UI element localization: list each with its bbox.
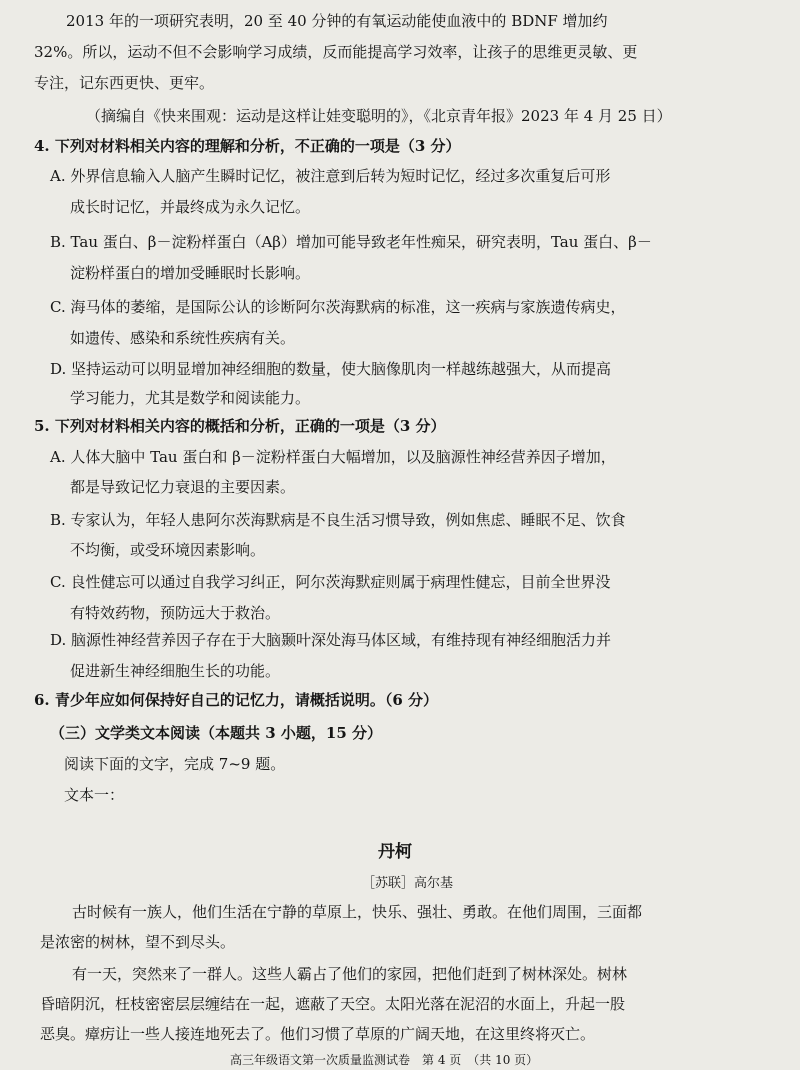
q5-option-d-line-2: 促进新生神经细胞生长的功能。 <box>70 662 281 680</box>
intro-line-2: 32%。所以，运动不但不会影响学习成绩，反而能提高学习效率，让孩子的思维更灵敏、更 <box>34 43 638 61</box>
q5-option-b-line-2: 不均衡，或受环境因素影响。 <box>70 541 266 559</box>
story-p1-line-1: 古时候有一族人，他们生活在宁静的草原上，快乐、强壮、勇敢。在他们周围，三面都 <box>72 903 643 921</box>
q4-option-b-line-2: 淀粉样蛋白的增加受睡眠时长影响。 <box>70 264 311 282</box>
text-one-label: 文本一： <box>64 786 125 804</box>
story-p2-line-1: 有一天，突然来了一群人。这些人霸占了他们的家园，把他们赶到了树林深处。树林 <box>72 965 628 983</box>
q5-option-a-line-2: 都是导致记忆力衰退的主要因素。 <box>70 478 296 496</box>
q5-option-b-line-1: B. 专家认为，年轻人患阿尔茨海默病是不良生活习惯导致，例如焦虑、睡眠不足、饮食 <box>50 511 626 529</box>
story-author: ［苏联］高尔基 <box>362 876 454 891</box>
q5-option-d-line-1: D. 脑源性神经营养因子存在于大脑颞叶深处海马体区域，有维持现有神经细胞活力并 <box>50 631 612 649</box>
question-6-stem: 6. 青少年应如何保持好自己的记忆力，请概括说明。（6 分） <box>34 691 439 709</box>
section-3-heading: （三）文学类文本阅读（本题共 3 小题，15 分） <box>50 724 382 742</box>
story-p2-line-3: 恶臭。瘴疠让一些人接连地死去了。他们习惯了草原的广阔天地，在这里终将灭亡。 <box>40 1025 596 1043</box>
story-p2-line-2: 昏暗阴沉，枉枝密密层层缠结在一起，遮蔽了天空。太阳光落在泥沼的水面上，升起一股 <box>40 995 626 1013</box>
question-5-stem: 5. 下列对材料相关内容的概括和分析，正确的一项是（3 分） <box>34 417 446 435</box>
section-3-instruction: 阅读下面的文字，完成 7~9 题。 <box>64 755 286 773</box>
q4-option-b-line-1: B. Tau 蛋白、β－淀粉样蛋白（Aβ）增加可能导致老年性痴呆，研究表明，Tau 蛋白、β－ <box>50 233 652 251</box>
source-citation: （摘编自《快来围观：运动是这样让娃变聪明的》，《北京青年报》2023 年 4 月 25 日） <box>86 107 672 125</box>
story-title: 丹柯 <box>378 842 412 862</box>
page-footer: 高三年级语文第一次质量监测试卷 第 4 页 （共 10 页） <box>230 1053 539 1067</box>
q5-option-a-line-1: A. 人体大脑中 Tau 蛋白和 β－淀粉样蛋白大幅增加，以及脑源性神经营养因子增加， <box>50 448 616 466</box>
q5-option-c-line-2: 有特效药物，预防远大于救治。 <box>70 604 281 622</box>
intro-line-3: 专注，记东西更快、更牢。 <box>34 74 215 92</box>
q4-option-a-line-2: 成长时记忆，并最终成为永久记忆。 <box>70 198 311 216</box>
q4-option-d-line-1: D. 坚持运动可以明显增加神经细胞的数量，使大脑像肌肉一样越练越强大，从而提高 <box>50 360 612 378</box>
q4-option-d-line-2: 学习能力，尤其是数学和阅读能力。 <box>70 389 311 407</box>
q5-option-c-line-1: C. 良性健忘可以通过自我学习纠正，阿尔茨海默症则属于病理性健忘，目前全世界没 <box>50 573 611 591</box>
q4-option-a-line-1: A. 外界信息输入人脑产生瞬时记忆，被注意到后转为短时记忆，经过多次重复后可形 <box>50 167 611 185</box>
question-4-stem: 4. 下列对材料相关内容的理解和分析，不正确的一项是（3 分） <box>34 137 461 155</box>
q4-option-c-line-2: 如遗传、感染和系统性疾病有关。 <box>70 329 296 347</box>
q4-option-c-line-1: C. 海马体的萎缩，是国际公认的诊断阿尔茨海默病的标准，这一疾病与家族遗传病史， <box>50 298 626 316</box>
story-p1-line-2: 是浓密的树林，望不到尽头。 <box>40 933 236 951</box>
intro-line-1: 2013 年的一项研究表明，20 至 40 分钟的有氧运动能使血液中的 BDNF 增加约 <box>66 12 608 30</box>
